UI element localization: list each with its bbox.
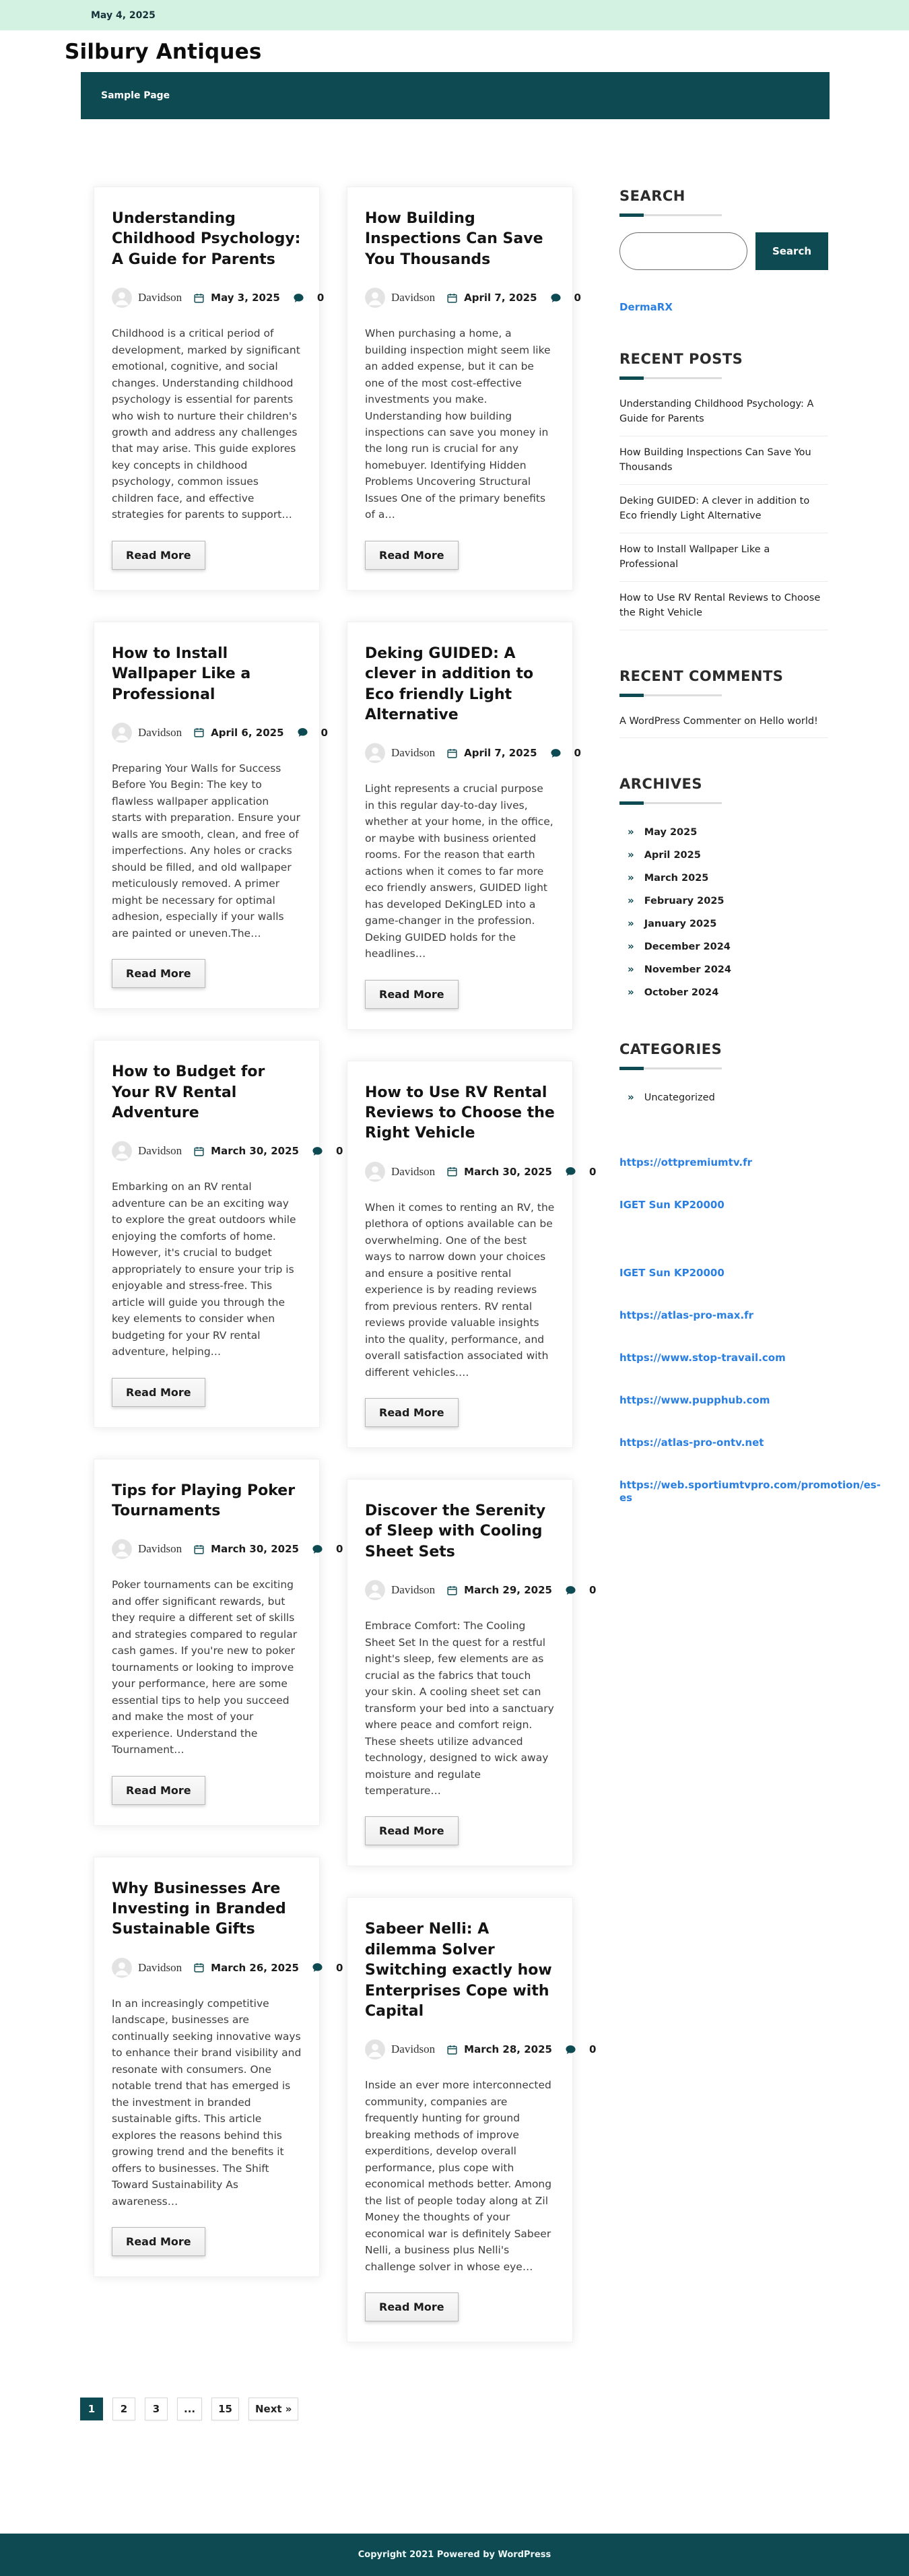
link-row: [619, 1266, 828, 1279]
read-more-button[interactable]: Read More: [112, 541, 205, 570]
category-label: Uncategorized: [644, 1092, 715, 1104]
recent-post-link[interactable]: Understanding Childhood Psychology: A Guide for Parents: [619, 395, 828, 436]
recent-posts-title: RECENT POSTS: [619, 351, 743, 367]
comment-count[interactable]: 0: [588, 1165, 597, 1178]
post-author[interactable]: Davidson: [391, 746, 436, 760]
recent-comments-list: [619, 713, 828, 738]
double-chevron-icon: »: [628, 917, 634, 930]
calendar-icon: [193, 1544, 205, 1555]
avatar: [112, 1141, 132, 1161]
double-chevron-icon: »: [628, 940, 634, 953]
double-chevron-icon: »: [628, 986, 634, 999]
comment-count[interactable]: 0: [335, 1543, 343, 1556]
post-card: [347, 1479, 597, 1866]
post-title[interactable]: Discover the Serenity of Sleep with Cooling Sheet Sets: [365, 1502, 546, 1560]
link-row: [619, 1198, 828, 1211]
read-more-button[interactable]: Read More: [112, 1776, 205, 1805]
archive-label: May 2025: [644, 827, 698, 838]
recent-posts-widget: [619, 351, 828, 630]
archives-widget: [619, 776, 828, 1003]
link-row: [619, 1309, 828, 1321]
link-row: [619, 1478, 881, 1505]
categories-list: [619, 1086, 828, 1109]
post-card: [347, 187, 581, 591]
comment-count[interactable]: 0: [335, 1961, 343, 1974]
search-row: [619, 232, 828, 270]
external-link[interactable]: https://www.pupphub.com: [619, 1394, 770, 1407]
post-date: March 29, 2025: [464, 1584, 552, 1597]
pagination-page[interactable]: 3: [145, 2398, 168, 2420]
post-meta: [365, 1580, 597, 1600]
read-more-button[interactable]: Read More: [365, 1398, 459, 1427]
post-author[interactable]: Davidson: [138, 1144, 182, 1158]
masthead: [0, 30, 909, 72]
comment-count[interactable]: 0: [335, 1145, 343, 1158]
archive-label: March 2025: [644, 873, 709, 884]
archives-title: ARCHIVES: [619, 776, 702, 793]
post-date: March 30, 2025: [464, 1165, 552, 1178]
archive-label: February 2025: [644, 896, 725, 907]
avatar: [112, 1958, 132, 1978]
read-more-button[interactable]: Read More: [365, 980, 459, 1009]
post-excerpt: Childhood is a critical period of development, marked by significant emotional, cognitive, and social changes. Understanding childhood psychology is essential for parents who wish to nurture their children's growth and address any challenges that may arise. This guide explores key concepts in childhood psychology, common issues children face, and effective strategies for parents to support…: [112, 327, 300, 521]
post-author[interactable]: Davidson: [391, 1583, 436, 1597]
sidebar-links: [619, 1156, 881, 1505]
post-author[interactable]: Davidson: [138, 1542, 182, 1556]
post-meta: [365, 288, 581, 308]
post-title[interactable]: Why Businesses Are Investing in Branded Sustainable Gifts: [112, 1880, 286, 1938]
pagination-page[interactable]: 2: [112, 2398, 135, 2420]
double-chevron-icon: »: [628, 871, 634, 884]
post-excerpt: Embrace Comfort: The Cooling Sheet Set In the quest for a restful night's sleep, few elements are as crucial as the fabrics that touch your skin. A cooling sheet set can transform your bed into a sanctuary where peace and comfort reign. These sheets utilize advanced technology, designed to wick away moisture and regulate temperature…: [365, 1620, 554, 1797]
avatar: [365, 743, 385, 763]
post-meta: [365, 2039, 597, 2059]
calendar-icon: [193, 292, 205, 304]
comment-count[interactable]: 0: [321, 726, 328, 739]
archive-link[interactable]: [619, 935, 828, 958]
calendar-icon: [193, 1962, 205, 1973]
categories-title: CATEGORIES: [619, 1041, 722, 1058]
site-title[interactable]: Silbury Antiques: [65, 40, 262, 64]
post-card: [94, 1459, 343, 1826]
search-button[interactable]: Search: [755, 232, 828, 270]
pagination-page-current[interactable]: 1: [80, 2398, 103, 2420]
comment-icon: [565, 2044, 576, 2055]
calendar-icon: [446, 2044, 458, 2055]
link-row: [619, 1393, 828, 1406]
post-author[interactable]: Davidson: [391, 1164, 436, 1178]
search-input[interactable]: [619, 232, 747, 270]
comment-icon: [550, 292, 562, 304]
archive-link[interactable]: [619, 912, 828, 935]
post-date: March 30, 2025: [211, 1145, 299, 1158]
calendar-icon: [193, 1146, 205, 1157]
post-card: [94, 622, 328, 1009]
archive-link[interactable]: [619, 820, 828, 843]
post-excerpt: Embarking on an RV rental adventure can be an exciting way to explore the great outdoors while enjoying the comforts of home. However, it's crucial to budget appropriately to ensure your trip is enjoyable and stress-free. This article will guide you through the key elements to consider when budgeting for your RV rental adventure, helping…: [112, 1181, 296, 1358]
link-row: [619, 1351, 828, 1364]
top-bar: [0, 0, 909, 30]
comment-count[interactable]: 0: [316, 292, 325, 304]
calendar-icon: [446, 1585, 458, 1596]
comment-icon: [312, 1544, 323, 1555]
read-more-button[interactable]: Read More: [112, 959, 205, 988]
categories-widget: [619, 1041, 828, 1109]
post-card: [94, 1040, 343, 1427]
post-author[interactable]: Davidson: [138, 1960, 182, 1974]
widget-divider: [619, 802, 722, 804]
search-widget-title: SEARCH: [619, 188, 685, 204]
post-meta: [112, 1958, 343, 1978]
widget-divider: [619, 1067, 722, 1069]
category-link[interactable]: [619, 1086, 828, 1109]
avatar: [112, 723, 132, 743]
post-date: April 7, 2025: [464, 292, 537, 304]
post-excerpt: Light represents a crucial purpose in this regular day-to-day lives, whether at your home, in the office, or maybe with business oriented rooms. For the reason that earth actions when it comes to far more eco friendly answers, GUIDED light has developed DeKingLED into a game-changer in the profession. Deking GUIDED holds for the headlines…: [365, 783, 553, 960]
calendar-icon: [446, 1166, 458, 1177]
double-chevron-icon: »: [628, 1091, 634, 1104]
post-meta: [112, 288, 325, 308]
post-title[interactable]: Deking GUIDED: A clever in addition to Eco friendly Light Alternative: [365, 645, 534, 723]
recent-post-link[interactable]: How to Install Wallpaper Like a Professional: [619, 533, 828, 582]
external-link[interactable]: https://www.stop-travail.com: [619, 1352, 786, 1364]
post-card: [347, 1061, 597, 1448]
comment-icon: [297, 727, 308, 738]
comment-icon: [550, 748, 562, 759]
archive-label: April 2025: [644, 850, 701, 861]
post-meta: [112, 1539, 343, 1559]
read-more-button[interactable]: Read More: [365, 2292, 459, 2321]
widget-divider: [619, 214, 722, 216]
pagination-ellipsis: ...: [177, 2398, 202, 2420]
archive-link[interactable]: [619, 843, 828, 866]
comment-count[interactable]: 0: [574, 292, 581, 304]
nav-item-sample-page[interactable]: Sample Page: [101, 90, 170, 101]
external-link[interactable]: https://atlas-pro-max.fr: [619, 1309, 754, 1322]
post-author[interactable]: Davidson: [138, 291, 182, 304]
content-area: [94, 187, 881, 2342]
read-more-button[interactable]: Read More: [365, 1816, 459, 1845]
post-author[interactable]: Davidson: [138, 725, 182, 739]
external-link[interactable]: https://ottpremiumtv.fr: [619, 1156, 753, 1169]
post-title[interactable]: How Building Inspections Can Save You Thousands: [365, 210, 543, 268]
avatar: [365, 2039, 385, 2059]
recent-post-link[interactable]: How Building Inspections Can Save You Thousands: [619, 436, 828, 485]
double-chevron-icon: »: [628, 849, 634, 861]
post-excerpt: Poker tournaments can be exciting and offer significant rewards, but they require a different set of skills and strategies compared to regular cash games. If you're new to poker tournaments or looking to improve your performance, here are some essential tips to help you succeed and make the most of your experience. Understand the Tournament…: [112, 1579, 298, 1756]
archive-label: December 2024: [644, 942, 731, 953]
archive-label: October 2024: [644, 987, 719, 999]
footer: [0, 2534, 909, 2576]
promo-link-dermarx[interactable]: DermaRX: [619, 301, 673, 313]
post-card: [347, 622, 581, 1030]
post-excerpt: Preparing Your Walls for Success Before You Begin: The key to flawless wallpaper application starts with preparation. Ensure your walls are smooth, clean, and free of imperfections. Any holes or cracks should be filled, and old wallpaper meticulously removed. A primer might be necessary for optimal adhesion, especially if your walls are painted or uneven.The…: [112, 762, 300, 939]
widget-divider: [619, 377, 722, 379]
post-card: [347, 1897, 597, 2342]
recent-posts-list: [619, 395, 828, 630]
post-meta: [112, 723, 328, 743]
post-meta: [365, 1162, 597, 1182]
calendar-icon: [446, 292, 458, 304]
link-row: [619, 1436, 828, 1449]
link-row: [619, 1156, 828, 1168]
double-chevron-icon: »: [628, 894, 634, 907]
recent-comment-link[interactable]: A WordPress Commenter on Hello world!: [619, 713, 828, 738]
comment-icon: [312, 1962, 323, 1973]
archives-list: [619, 820, 828, 1003]
external-link[interactable]: https://atlas-pro-ontv.net: [619, 1436, 764, 1449]
read-more-button[interactable]: Read More: [112, 2227, 205, 2256]
post-date: April 6, 2025: [211, 726, 284, 739]
posts-column-right: [347, 187, 597, 2342]
post-title[interactable]: How to Use RV Rental Reviews to Choose the Right Vehicle: [365, 1084, 555, 1142]
main-nav: [81, 72, 830, 119]
double-chevron-icon: »: [628, 963, 634, 976]
external-link[interactable]: IGET Sun KP20000: [619, 1199, 725, 1212]
recent-comments-widget: [619, 668, 828, 738]
post-title[interactable]: Understanding Childhood Psychology: A Guide for Parents: [112, 210, 301, 268]
avatar: [365, 288, 385, 308]
post-date: March 26, 2025: [211, 1961, 299, 1974]
posts-column-left: [94, 187, 343, 2277]
post-title[interactable]: Tips for Playing Poker Tournaments: [112, 1482, 296, 1520]
post-card: [94, 187, 325, 591]
pagination: [80, 2398, 909, 2420]
post-excerpt: When purchasing a home, a building inspection might seem like an added expense, but it can be one of the most cost-effective investments you make. Understanding how building inspections can save you money in the long run is crucial for any homebuyer. Identifying Hidden Problems Uncovering Structural Issues One of the primary benefits of a…: [365, 327, 551, 521]
post-meta: [112, 1141, 343, 1161]
archive-label: November 2024: [644, 964, 731, 976]
avatar: [365, 1580, 385, 1600]
avatar: [112, 1539, 132, 1559]
comment-icon: [565, 1166, 576, 1177]
pagination-next-button[interactable]: Next »: [248, 2398, 299, 2420]
archive-link[interactable]: [619, 866, 828, 889]
avatar: [365, 1162, 385, 1182]
avatar: [112, 288, 132, 308]
archive-link[interactable]: [619, 889, 828, 912]
recent-comments-title: RECENT COMMENTS: [619, 667, 784, 684]
external-link[interactable]: IGET Sun KP20000: [619, 1267, 725, 1280]
post-date: May 3, 2025: [211, 292, 280, 304]
archive-label: January 2025: [644, 919, 717, 930]
post-title[interactable]: How to Budget for Your RV Rental Adventure: [112, 1063, 265, 1122]
post-title[interactable]: Sabeer Nelli: A dilemma Solver Switching exactly how Enterprises Cope with Capital: [365, 1921, 552, 2020]
comment-count[interactable]: 0: [588, 2043, 597, 2056]
recent-post-link[interactable]: Deking GUIDED: A clever in addition to Eco friendly Light Alternative: [619, 485, 828, 533]
archive-link[interactable]: [619, 981, 828, 1003]
search-widget: [619, 188, 828, 313]
post-date: March 30, 2025: [211, 1543, 299, 1556]
post-card: [94, 1857, 343, 2277]
comment-count[interactable]: 0: [574, 747, 581, 760]
calendar-icon: [193, 727, 205, 738]
current-date: May 4, 2025: [91, 9, 156, 21]
recent-post-link[interactable]: How to Use RV Rental Reviews to Choose the Right Vehicle: [619, 582, 828, 630]
post-meta: [365, 743, 581, 763]
post-author[interactable]: Davidson: [391, 2043, 436, 2056]
widget-divider: [619, 694, 722, 696]
post-date: April 7, 2025: [464, 747, 537, 760]
comment-icon: [312, 1146, 323, 1157]
double-chevron-icon: »: [628, 826, 634, 838]
sidebar: [619, 187, 881, 1533]
external-link[interactable]: https://web.sportiumtvpro.com/promotion/es-es: [619, 1479, 881, 1505]
post-title[interactable]: How to Install Wallpaper Like a Professional: [112, 645, 251, 703]
calendar-icon: [446, 748, 458, 759]
read-more-button[interactable]: Read More: [112, 1378, 205, 1407]
comment-count[interactable]: 0: [588, 1584, 597, 1597]
read-more-button[interactable]: Read More: [365, 541, 459, 570]
post-excerpt: When it comes to renting an RV, the plethora of options available can be overwhelming. One of the best ways to narrow down your choices and ensure a positive rental experience is by reading reviews from previous renters. RV rental reviews provide valuable insights into the quality, performance, and overall satisfaction associated with different vehicles.…: [365, 1201, 555, 1379]
posts-grid: [94, 187, 597, 2342]
comment-icon: [565, 1585, 576, 1596]
post-author[interactable]: Davidson: [391, 291, 436, 304]
footer-copyright: Copyright 2021 Powered by WordPress: [358, 2550, 551, 2561]
archive-link[interactable]: [619, 958, 828, 981]
post-excerpt: In an increasingly competitive landscape, businesses are continually seeking innovative ways to enhance their brand visibility and resonate with consumers. One notable trend that has emerged is the investment in branded sustainable gifts. This article explores the reasons behind this growing trend and the benefits it offers to businesses. The Shift Toward Sustainability As awareness…: [112, 1997, 302, 2208]
pagination-page[interactable]: 15: [211, 2398, 239, 2420]
post-excerpt: Inside an ever more interconnected community, companies are frequently hunting for ground breaking methods of improve experditions, develop overall performance, plus cope with economical methods better. Among the list of people today along at Zil Money the thoughts of your economical war is definitely Sabeer Nelli, a business plus Nelli's challenge solver in whose eye…: [365, 2079, 552, 2273]
post-date: March 28, 2025: [464, 2043, 552, 2056]
comment-icon: [293, 292, 304, 304]
